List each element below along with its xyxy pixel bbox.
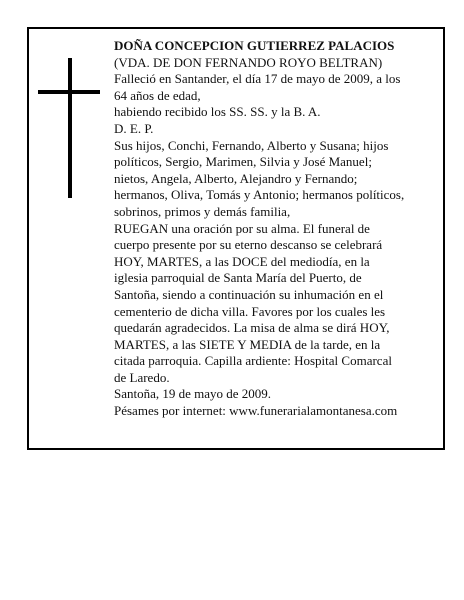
body-line: Santoña, siendo a continuación su inhumación en el [114, 286, 384, 302]
body-line: Falleció en Santander, el día 17 de mayo de 2009, a los [114, 71, 401, 87]
body-line: habiendo recibido los SS. SS. y la B. A. [114, 104, 321, 120]
obituary-body [114, 71, 436, 419]
body-line: citada parroquia. Capilla ardiente: Hospital Comarcal [114, 353, 392, 369]
body-line: RUEGAN una oración por su alma. El funeral de [114, 220, 370, 236]
cross-horizontal-bar [38, 90, 100, 94]
body-line: políticos, Sergio, Marimen, Silvia y José Manuel; [114, 154, 372, 170]
body-line: Santoña, 19 de mayo de 2009. [114, 386, 272, 402]
body-line: sobrinos, primos y demás familia, [114, 203, 291, 219]
obituary-text [114, 38, 436, 420]
body-line: MARTES, a las SIETE Y MEDIA de la tarde, en la [114, 336, 381, 352]
body-line: cuerpo presente por su eterno descanso se celebrará [114, 237, 383, 253]
body-line: HOY, MARTES, a las DOCE del mediodía, en la [114, 253, 370, 269]
body-line: 64 años de edad, [114, 87, 201, 103]
body-line: Pésames por internet: www.funerarialamontanesa.com [114, 403, 398, 419]
body-line: cementerio de dicha villa. Favores por los cuales les [114, 303, 386, 319]
body-line: D. E. P. [114, 120, 154, 136]
cross-vertical-bar [68, 58, 72, 198]
deceased-name: DOÑA CONCEPCION GUTIERREZ PALACIOS [114, 38, 395, 53]
obituary-notice [27, 27, 445, 450]
body-line: hermanos, Oliva, Tomás y Antonio; hermanos políticos, [114, 187, 405, 203]
body-line: iglesia parroquial de Santa María del Puerto, de [114, 270, 362, 286]
body-line: de Laredo. [114, 369, 170, 385]
body-line: nietos, Angela, Alberto, Alejandro y Fernando; [114, 170, 358, 186]
body-line: quedarán agradecidos. La misa de alma se dirá HOY, [114, 320, 390, 336]
body-line: Sus hijos, Conchi, Fernando, Alberto y Susana; hijos [114, 137, 389, 153]
spouse-line: (VDA. DE DON FERNANDO ROYO BELTRAN) [114, 54, 383, 70]
